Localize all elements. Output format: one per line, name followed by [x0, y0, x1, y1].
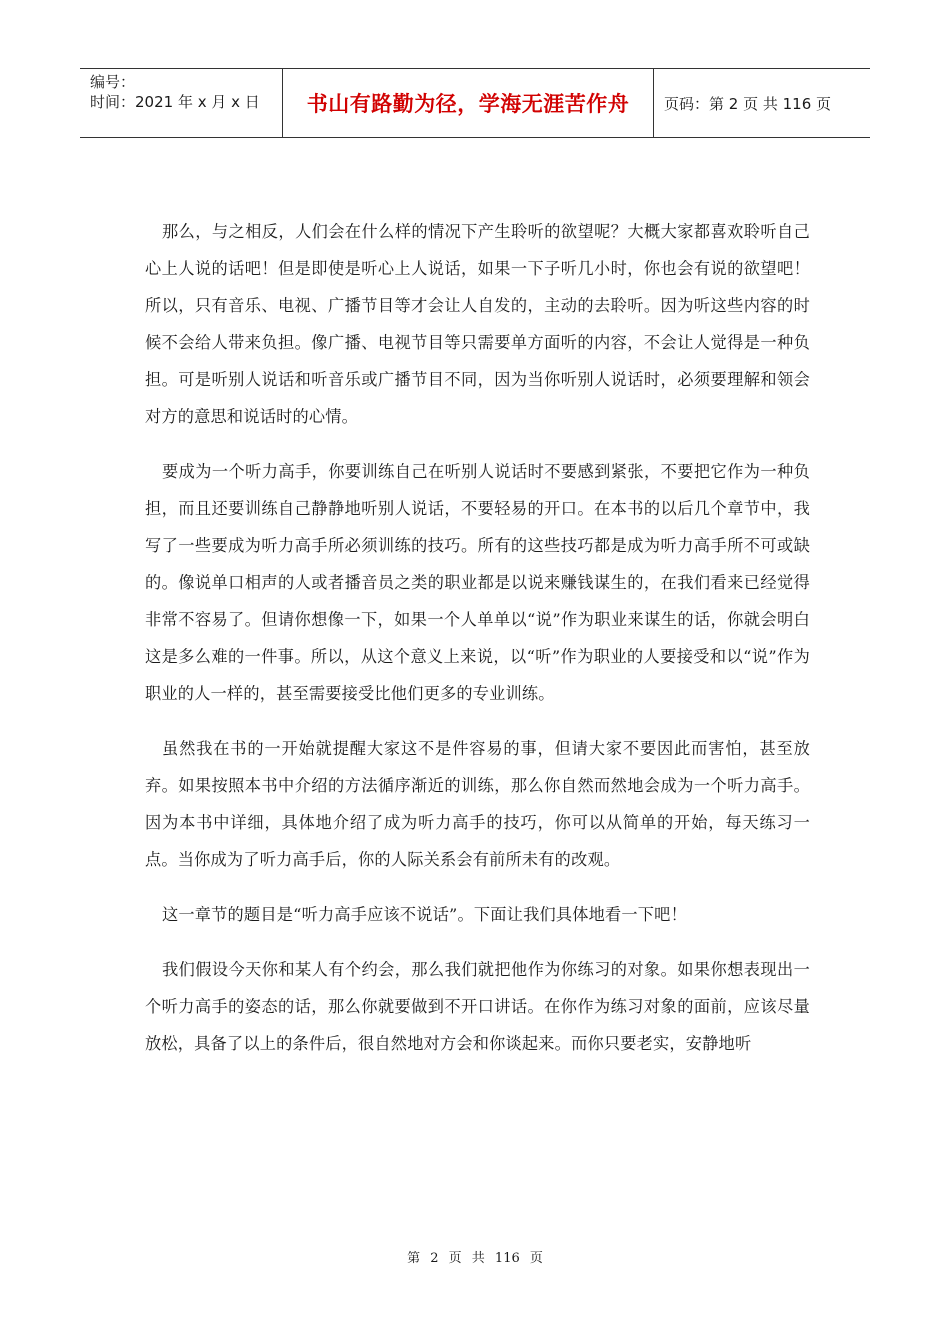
header-meta-cell	[80, 69, 282, 137]
time-label: 时间：2021 年 x 月 x 日	[90, 93, 260, 111]
paragraph: 我们假设今天你和某人有个约会，那么我们就把他作为你练习的对象。如果你想表现出一个听力高手的姿态的话，那么你就要做到不开口讲话。在你作为练习对象的面前，应该尽量放松，具备了以上的条件后，很自然地对方会和你谈起来。而你只要老实，安静地听	[145, 960, 810, 1053]
paragraph: 虽然我在书的一开始就提醒大家这不是件容易的事，但请大家不要因此而害怕，甚至放弃。如果按照本书中介绍的方法循序渐近的训练，那么你自然而然地会成为一个听力高手。因为本书中详细，具体地介绍了成为听力高手的技巧，你可以从简单的开始，每天练习一点。当你成为了听力高手后，你的人际关系会有前所未有的改观。	[145, 739, 810, 869]
motto-text: 书山有路勤为径，学海无涯苦作舟	[306, 92, 630, 116]
paragraph: 要成为一个听力高手，你要训练自己在听别人说话时不要感到紧张，不要把它作为一种负担，而且还要训练自己静静地听别人说话，不要轻易的开口。在本书的以后几个章节中，我写了一些要成为听力高手所必须训练的技巧。所有的这些技巧都是成为听力高手所不可或缺的。像说单口相声的人或者播音员之类的职业都是以说来赚钱谋生的，在我们看来已经觉得非常不容易了。但请你想像一下，如果一个人单单以“说”作为职业来谋生的话，你就会明白这是多么难的一件事。所以，从这个意义上来说，以“听”作为职业的人要接受和以“说”作为职业的人一样的，甚至需要接受比他们更多的专业训练。	[145, 462, 810, 703]
number-label: 编号：	[90, 73, 136, 91]
header-motto-cell	[282, 69, 654, 137]
document-body	[145, 213, 810, 1080]
header-page-cell	[654, 69, 870, 137]
header-table	[80, 68, 870, 138]
paragraph: 那么，与之相反，人们会在什么样的情况下产生聆听的欲望呢？大概大家都喜欢聆听自己心上人说的话吧！但是即使是听心上人说话，如果一下子听几小时，你也会有说的欲望吧！所以，只有音乐、电视、广播节目等才会让人自发的，主动的去聆听。因为听这些内容的时候不会给人带来负担。像广播、电视节目等只需要单方面听的内容，不会让人觉得是一种负担。可是听别人说话和听音乐或广播节目不同，因为当你听别人说话时，必须要理解和领会对方的意思和说话时的心情。	[145, 222, 810, 426]
page-label: 页码：第 2 页 共 116 页	[664, 94, 832, 113]
paragraph: 这一章节的题目是“听力高手应该不说话”。下面让我们具体地看一下吧！	[162, 905, 687, 924]
page-footer: 第 2 页 共 116 页	[407, 1251, 543, 1266]
